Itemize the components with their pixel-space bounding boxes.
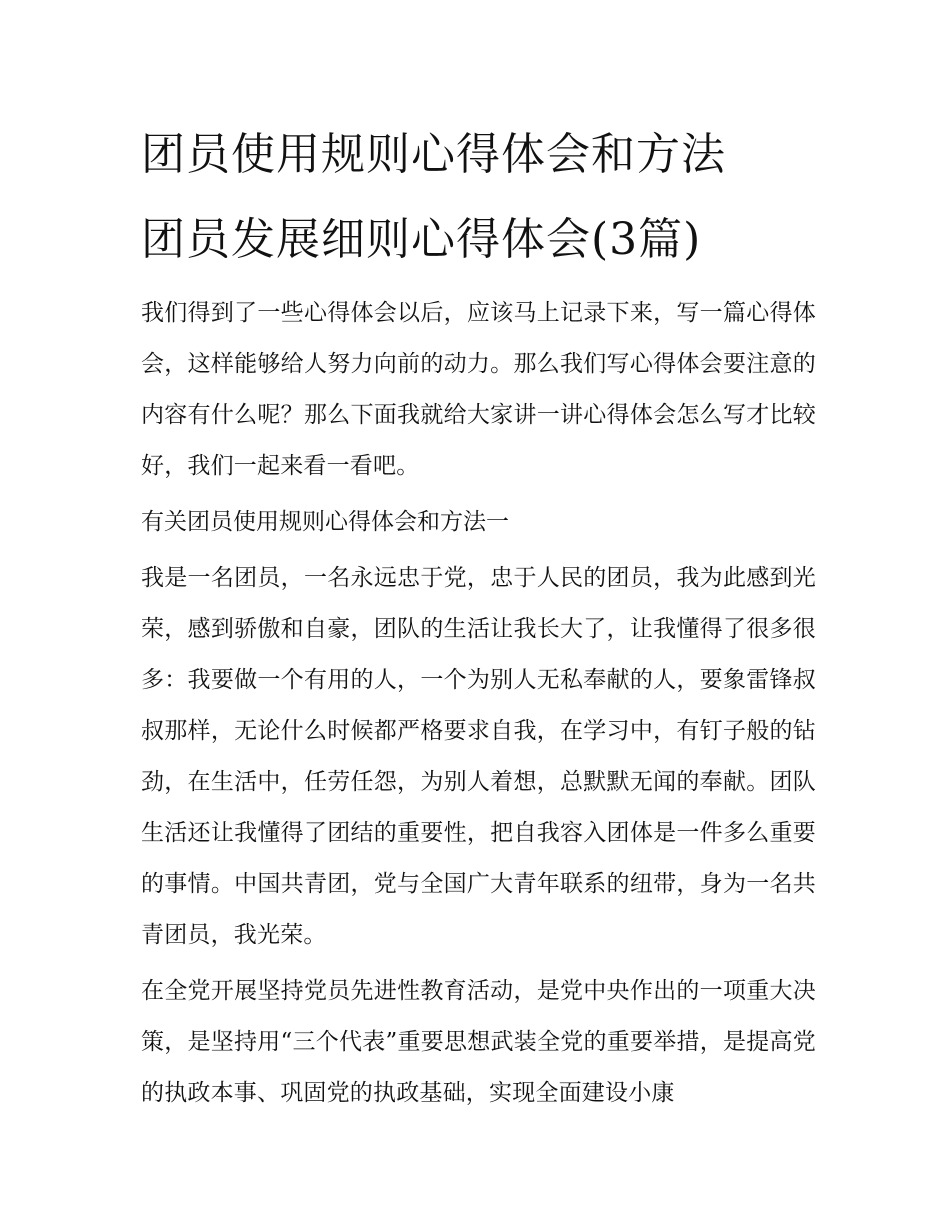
title-line-2: 团员发展细则心得体会(3篇)	[141, 214, 702, 265]
document-title	[141, 112, 816, 282]
body-paragraph-1: 我是一名团员，一名永远忠于党，忠于人民的团员，我为此感到光荣，感到骄傲和自豪，团队的生活让我长大了，让我懂得了很多很多：我要做一个有用的人，一个为别人无私奉献的人，要象雷锋叔叔那样，无论什么时候都严格要求自我，在学习中，有钉子般的钻劲，在生活中，任劳任怨，为别人着想，总默默无闻的奉献。团队生活还让我懂得了团结的重要性，把自我容入团体是一件多么重要的事情。中国共青团，党与全国广大青年联系的纽带，身为一名共青团员，我光荣。	[141, 565, 816, 948]
body-paragraph-2: 在全党开展坚持党员先进性教育活动，是党中央作出的一项重大决策，是坚持用“三个代表”重要思想武装全党的重要举措，是提高党的执政本事、巩固党的执政基础，实现全面建设小康	[141, 978, 816, 1106]
intro-paragraph: 我们得到了一些心得体会以后，应该马上记录下来，写一篇心得体会，这样能够给人努力向前的动力。那么我们写心得体会要注意的内容有什么呢？那么下面我就给大家讲一讲心得体会怎么写才比较好，我们一起来看一看吧。	[141, 300, 816, 479]
title-line-1: 团员使用规则心得体会和方法	[141, 129, 726, 180]
section-heading: 有关团员使用规则心得体会和方法一	[141, 509, 509, 535]
document-page	[141, 112, 816, 1124]
